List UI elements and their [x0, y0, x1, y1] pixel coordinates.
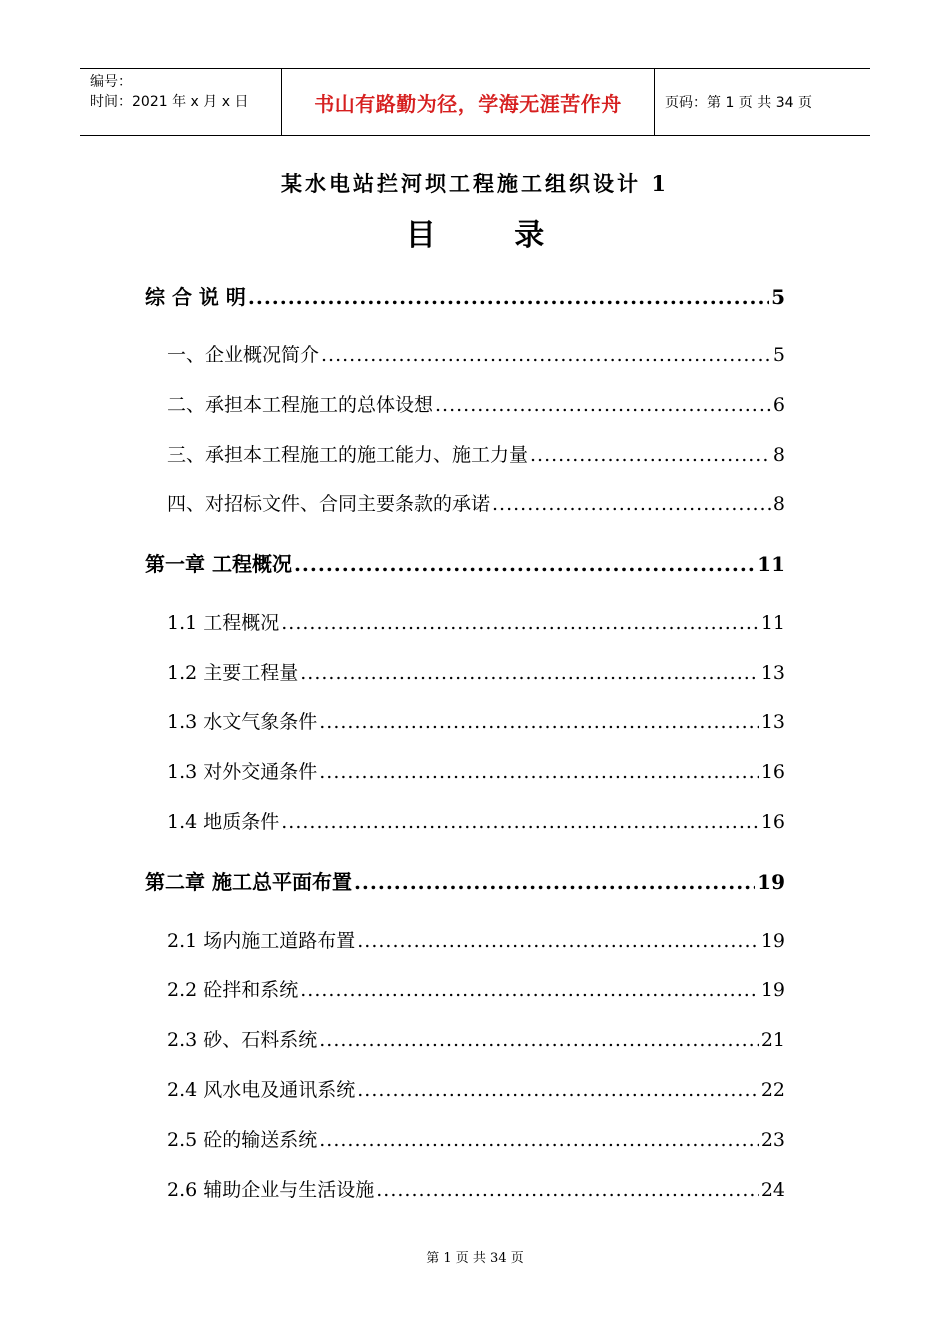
toc-entry-2-2[interactable] [167, 975, 785, 1002]
toc-entry-page: 22 [760, 1079, 785, 1101]
toc-entry-title: 四、对招标文件、合同主要条款的承诺 [167, 493, 491, 515]
page-footer: 第 1 页 共 34 页 [426, 1251, 524, 1266]
toc-entry-page: 8 [772, 493, 785, 515]
toc-entry-1-1[interactable] [167, 608, 785, 635]
toc-entry-title: 2.6 辅助企业与生活设施 [167, 1179, 375, 1201]
toc-entry-title: 1.3 对外交通条件 [167, 761, 318, 783]
toc-leader-dots [319, 1029, 759, 1051]
toc-entry-1-2[interactable] [167, 658, 785, 685]
toc-entry-2-3[interactable] [167, 1025, 785, 1052]
toc-leader-dots [294, 552, 755, 576]
toc-entry-title: 2.1 场内施工道路布置 [167, 930, 356, 952]
toc-entry-title: 一、企业概况简介 [167, 344, 320, 366]
toc-entry-company-overview[interactable] [167, 340, 785, 367]
toc-entry-summary[interactable] [145, 281, 785, 310]
header-meta-cell [80, 69, 282, 135]
toc-leader-dots [357, 1079, 759, 1101]
toc-entry-page: 16 [760, 811, 785, 833]
toc-leader-dots [376, 1179, 759, 1201]
toc-leader-dots [300, 662, 759, 684]
toc-leader-dots [319, 761, 759, 783]
toc-entry-title: 1.3 水文气象条件 [167, 711, 318, 733]
toc-entry-page: 19 [760, 930, 785, 952]
toc-entry-title: 1.1 工程概况 [167, 612, 280, 634]
toc-leader-dots [248, 285, 769, 309]
toc-leader-dots [281, 811, 759, 833]
toc-entry-page: 24 [760, 1179, 785, 1201]
toc-leader-dots [492, 493, 771, 515]
toc-leader-dots [319, 1129, 759, 1151]
document-title: 某水电站拦河坝工程施工组织设计 1 [281, 171, 669, 196]
page-header [80, 68, 870, 136]
toc-entry-page: 11 [760, 612, 785, 634]
toc-leader-dots [354, 870, 755, 894]
toc-entry-capability[interactable] [167, 440, 785, 467]
toc-entry-title: 2.3 砂、石料系统 [167, 1029, 318, 1051]
toc-entry-title: 1.4 地质条件 [167, 811, 280, 833]
toc-entry-2-5[interactable] [167, 1125, 785, 1152]
toc-entry-page: 23 [760, 1129, 785, 1151]
toc-entry-page: 13 [760, 711, 785, 733]
toc-leader-dots [319, 711, 759, 733]
toc-leader-dots [321, 344, 771, 366]
toc-entry-page: 6 [772, 394, 785, 416]
toc-entry-page: 5 [771, 285, 785, 309]
toc-entry-title: 2.5 砼的输送系统 [167, 1129, 318, 1151]
toc-entry-title: 第一章 工程概况 [145, 552, 292, 576]
toc-entry-title: 第二章 施工总平面布置 [145, 870, 352, 894]
toc-leader-dots [530, 444, 771, 466]
toc-leader-dots [300, 979, 759, 1001]
toc-leader-dots [281, 612, 759, 634]
toc-entry-commitment[interactable] [167, 489, 785, 516]
toc-entry-chapter-1[interactable] [145, 548, 785, 577]
toc-entry-chapter-2[interactable] [145, 866, 785, 895]
toc-entry-1-3b[interactable] [167, 757, 785, 784]
header-motto: 书山有路勤为径，学海无涯苦作舟 [282, 69, 655, 135]
toc-entry-page: 19 [760, 979, 785, 1001]
toc-entry-1-3a[interactable] [167, 707, 785, 734]
document-date-label: 时间：2021 年 x 月 x 日 [90, 94, 249, 110]
toc-entry-page: 19 [757, 870, 785, 894]
toc-entry-1-4[interactable] [167, 807, 785, 834]
toc-entry-title: 二、承担本工程施工的总体设想 [167, 394, 434, 416]
toc-entry-page: 21 [760, 1029, 785, 1051]
toc-leader-dots [357, 930, 759, 952]
toc-entry-2-4[interactable] [167, 1075, 785, 1102]
toc-entry-page: 13 [760, 662, 785, 684]
header-page-info: 页码：第 1 页 共 34 页 [665, 95, 812, 111]
toc-entry-page: 11 [757, 552, 785, 576]
toc-entry-page: 8 [772, 444, 785, 466]
document-number-label: 编号： [90, 74, 132, 90]
toc-leader-dots [435, 394, 771, 416]
toc-entry-page: 16 [760, 761, 785, 783]
toc-entry-title: 三、承担本工程施工的施工能力、施工力量 [167, 444, 529, 466]
toc-entry-2-6[interactable] [167, 1175, 785, 1202]
toc-entry-title: 1.2 主要工程量 [167, 662, 299, 684]
toc-entry-overall-plan[interactable] [167, 390, 785, 417]
toc-entry-page: 5 [772, 344, 785, 366]
toc-entry-2-1[interactable] [167, 926, 785, 953]
toc-entry-title: 2.2 砼拌和系统 [167, 979, 299, 1001]
toc-heading: 目 录 [405, 218, 579, 253]
toc-entry-title: 综 合 说 明 [145, 285, 246, 309]
toc-entry-title: 2.4 风水电及通讯系统 [167, 1079, 356, 1101]
